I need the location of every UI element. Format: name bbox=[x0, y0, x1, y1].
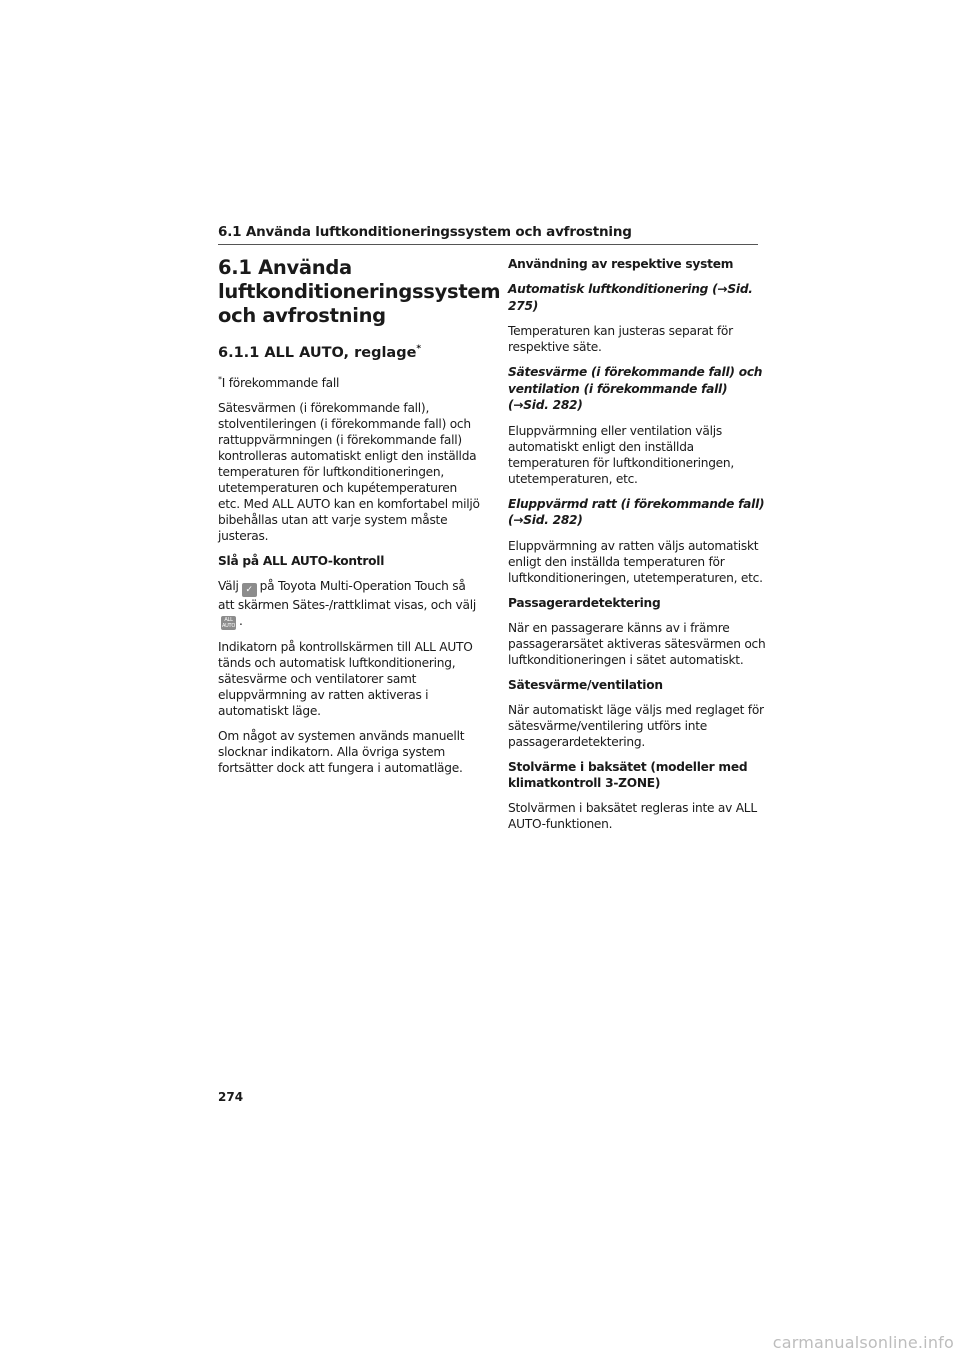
seat-heat-heading: Sätesvärme (i förekommande fall) och ventilation (i förekommande fall) (→Sid. 282) bbox=[508, 365, 763, 412]
all-auto-subhead: Slå på ALL AUTO-kontroll bbox=[218, 553, 385, 568]
passenger-detection-heading: Passagerardetektering bbox=[508, 595, 661, 610]
running-header: 6.1 Använda luftkonditioneringssystem och avfrostning bbox=[218, 224, 758, 245]
seat-climate-icon: ✓ bbox=[242, 583, 257, 597]
watermark: carmanualsonline.info bbox=[772, 1333, 954, 1352]
footnote-text: I förekommande fall bbox=[221, 375, 340, 390]
heated-wheel-text: Eluppvärmning av ratten väljs automatiskt enligt den inställda temperaturen för luftkonditioneringen, utetemperaturen, etc. bbox=[508, 538, 763, 585]
passenger-detection-text: När en passagerare känns av i främre passagerarsätet aktiveras sätesvärmen och luftkonditioneringen i sätet automatiskt. bbox=[508, 620, 766, 667]
seat-vent-text: När automatiskt läge väljs med reglaget för sätesvärme/ventilering utförs inte passagerardetektering. bbox=[508, 702, 764, 749]
step-paragraph bbox=[218, 578, 480, 630]
section-title bbox=[218, 340, 480, 362]
footnote-marker: * bbox=[218, 374, 222, 384]
auto-ac-text: Temperaturen kan justeras separat för respektive säte. bbox=[508, 324, 733, 354]
manual-paragraph: Om något av systemen används manuellt slocknar indikatorn. Alla övriga system fortsätter dock att fungera i automatläge. bbox=[218, 728, 465, 775]
step-text-b: på Toyota Multi-Operation Touch så att skärmen Sätes-/rattklimat visas, och välj bbox=[218, 578, 476, 612]
auto-ac-heading: Automatisk luftkonditionering (→Sid. 275) bbox=[508, 282, 753, 313]
usage-heading: Användning av respektive system bbox=[508, 257, 734, 271]
rear-seat-heading: Stolvärme i baksätet (modeller med klimatkontroll 3-ZONE) bbox=[508, 759, 748, 790]
seat-heat-text: Eluppvärmning eller ventilation väljs automatiskt enligt den inställda temperaturen för luftkonditioneringen, utetemperaturen, etc. bbox=[508, 423, 735, 486]
rear-seat-text: Stolvärmen i baksätet regleras inte av ALL AUTO-funktionen. bbox=[508, 800, 757, 831]
step-text-a: Välj bbox=[218, 578, 239, 593]
intro-paragraph: Sätesvärmen (i förekommande fall), stolventileringen (i förekommande fall) och rattuppvärmningen (i förekommande fall) kontrolleras automatiskt enligt den inställda temperaturen för luftkonditioneringen, utetemperaturen och kupétemperaturen etc. Med ALL AUTO kan en komfortabel miljö bibehållas utan att varje system måste justeras. bbox=[218, 400, 480, 543]
right-column bbox=[508, 256, 770, 841]
indicator-paragraph: Indikatorn på kontrollskärmen till ALL AUTO tänds och automatisk luftkonditionering, sätesvärme och ventilatorer samt eluppvärmning av ratten aktiveras i automatiskt läge. bbox=[218, 639, 473, 718]
section-marker: * bbox=[416, 344, 422, 354]
heated-wheel-heading: Eluppvärmd ratt (i förekommande fall) (→Sid. 282) bbox=[508, 496, 765, 527]
left-column bbox=[218, 256, 501, 785]
footnote bbox=[218, 372, 480, 391]
step-text-c: . bbox=[239, 613, 243, 628]
section-title-text: 6.1.1 ALL AUTO, reglage bbox=[218, 344, 417, 361]
seat-vent-heading: Sätesvärme/ventilation bbox=[508, 677, 663, 692]
all-auto-icon: ALL AUTO bbox=[221, 616, 236, 629]
chapter-title: 6.1 Använda luftkonditioneringssystem och avfrostning bbox=[218, 256, 501, 327]
page-number: 274 bbox=[218, 1090, 244, 1104]
